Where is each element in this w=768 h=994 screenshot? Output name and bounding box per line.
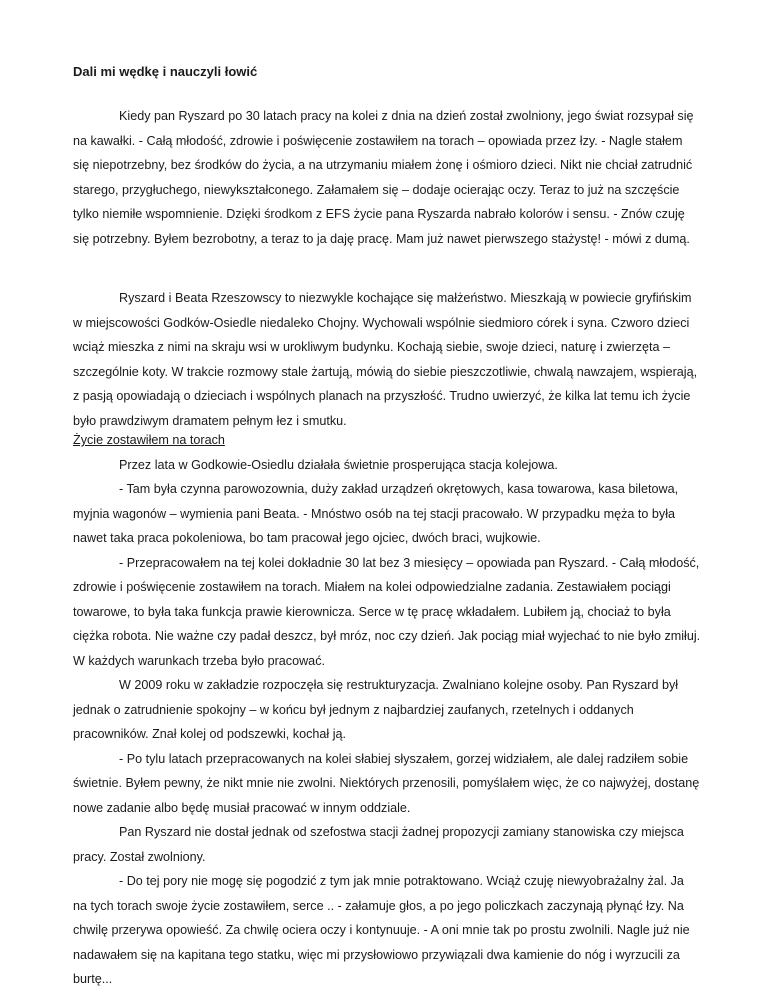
document-title: Dali mi wędkę i nauczyli łowić <box>73 64 258 79</box>
section-paragraph: Przez lata w Godkowie-Osiedlu działała świetnie prosperująca stacja kolejowa. <box>119 457 558 472</box>
intro-block <box>73 104 701 251</box>
section-paragraph: - Do tej pory nie mogę się pogodzić z tym jak mnie potraktowano. Wciąż czuję niewyobrażalny żal. Ja na tych torach swoje życie zostawiłem, serce .. - załamuje głos, a po jego policzkach zaczynają płynąć łzy. Na chwilę przerywa opowieść. Za chwilę ociera oczy i kontynuuje. - A oni mnie tak po prostu zwolnili. Nagle już nie nadawałem się na kapitana tego statku, więc mi przysłowiowo przywiązali dwa kamienie do nóg i wyrzucili za burtę... <box>73 874 690 986</box>
section-heading: Życie zostawiłem na torach <box>73 433 225 447</box>
section-paragraph: - Po tylu latach przepracowanych na kolei słabiej słyszałem, gorzej widziałem, ale dalej radziłem sobie świetnie. Byłem pewny, że nikt mnie nie zwolni. Niektórych przenosili, pomyślałem więc, że co najwyżej, dostanę nowe zadanie albo będę musiał pracować w innym oddziale. <box>73 751 700 815</box>
section-paragraph: - Przepracowałem na tej kolei dokładnie 30 lat bez 3 miesięcy – opowiada pan Ryszard. - Całą młodość, zdrowie i poświęcenie zostawiłem na torach. Miałem na kolei odpowiedzialne zadania. Zestawiałem pociągi towarowe, to była taka funkcja prawie kierownicza. Serce w tę pracę wkładałem. Lubiłem ją, chociaż to była ciężka robota. Nie ważne czy padał deszcz, był mróz, noc czy dzień. Jak pociąg miał wyjechać to nie było zmiłuj. W każdych warunkach trzeba było pracować. <box>73 555 701 668</box>
section-paragraph: - Tam była czynna parowozownia, duży zakład urządzeń okrętowych, kasa towarowa, kasa biletowa, myjnia wagonów – wymienia pani Beata. - Mnóstwo osób na tej stacji pracowało. W przypadku męża to była nawet taka praca pokoleniowa, bo tam pracował jego ojciec, dwóch braci, wujkowie. <box>73 482 679 545</box>
couple-block <box>73 286 701 433</box>
section-paragraph: W 2009 roku w zakładzie rozpoczęła się restrukturyzacja. Zwalniano kolejne osoby. Pan Ryszard był jednak o zatrudnienie spokojny – w końcu był jednym z najbardziej zaufanych, rzetelnych i oddanych pracowników. Znał kolej od podszewki, kochał ją. <box>73 678 679 741</box>
intro-paragraph: Kiedy pan Ryszard po 30 latach pracy na kolei z dnia na dzień został zwolniony, jego świat rozsypał się na kawałki. - Całą młodość, zdrowie i poświęcenie zostawiłem na torach – opowiada przez łzy. - Nagle stałem się niepotrzebny, bez środków do życia, a na utrzymaniu miałem żonę i ośmioro dzieci. Nikt nie chciał zatrudnić starego, przygłuchego, niewykształconego. Załamałem się – dodaje ocierając oczy. Teraz to już na szczęście tylko niemiłe wspomnienie. Dzięki środkom z EFS życie pana Ryszarda nabrało kolorów i sensu. - Znów czuję się potrzebny. Byłem bezrobotny, a teraz to ja daję pracę. Mam już nawet pierwszego stażystę! - mówi z dumą. <box>73 109 694 246</box>
section-block <box>73 428 701 992</box>
section-paragraph: Pan Ryszard nie dostał jednak od szefostwa stacji żadnej propozycji zamiany stanowiska czy miejsca pracy. Został zwolniony. <box>73 825 684 864</box>
couple-paragraph: Ryszard i Beata Rzeszowscy to niezwykle kochające się małżeństwo. Mieszkają w powiecie gryfińskim w miejscowości Godków-Osiedle niedaleko Chojny. Wychowali wspólnie siedmioro córek i syna. Czworo dzieci wciąż mieszka z nimi na skraju wsi w urokliwym budynku. Kochają siebie, swoje dzieci, naturę i zwierzęta – szczególnie koty. W trakcie rozmowy stale żartują, mówią do siebie pieszczotliwie, chwalą nawzajem, wspierają, z pasją opowiadają o dzieciach i wspólnych planach na przyszłość. Trudno uwierzyć, że kilka lat temu ich życie było prawdziwym dramatem pełnym łez i smutku. <box>73 291 698 428</box>
